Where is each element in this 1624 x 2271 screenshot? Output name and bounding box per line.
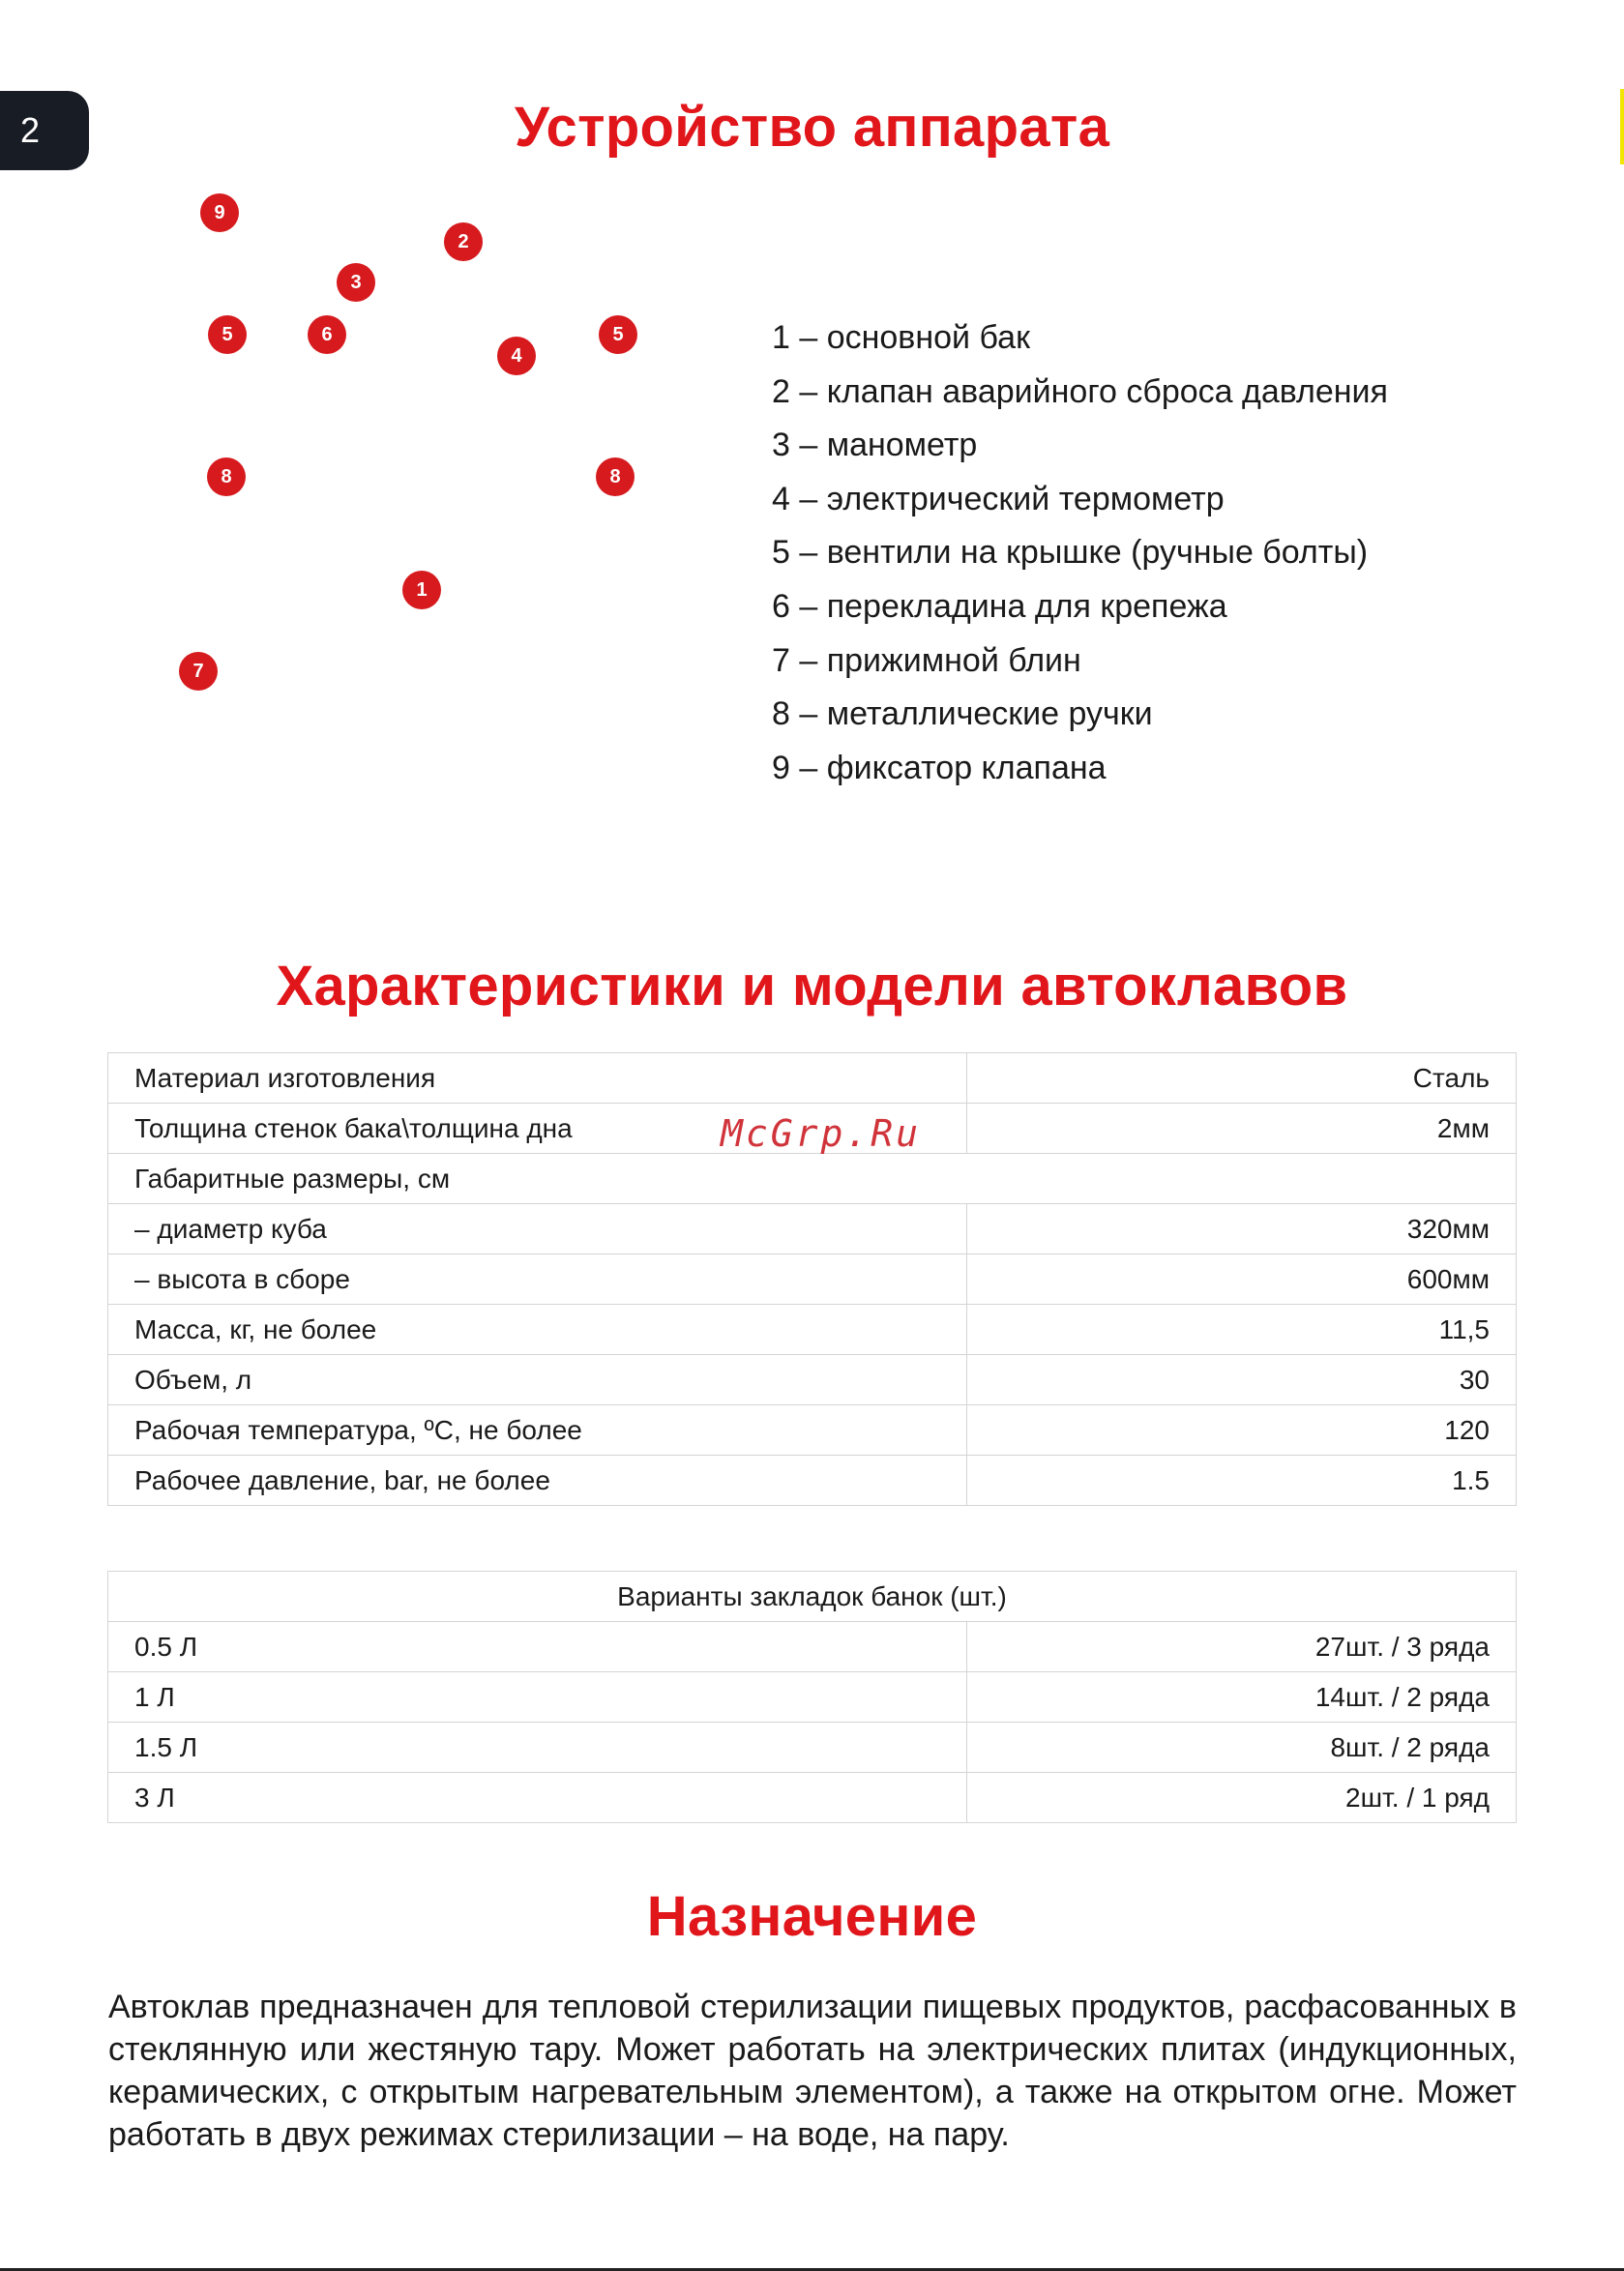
spec-value: 120 (967, 1405, 1517, 1456)
parts-legend-item: 1 – основной бак (772, 319, 1030, 356)
jar-count: 27шт. / 3 ряда (967, 1622, 1517, 1672)
table-row (108, 1405, 1517, 1456)
jars-table (107, 1571, 1517, 1823)
spec-value: 1.5 (967, 1456, 1517, 1506)
jar-size: 1 Л (108, 1672, 967, 1723)
table-row (108, 1305, 1517, 1355)
table-row (108, 1723, 1517, 1773)
part-marker-3: 3 (337, 263, 375, 302)
page-number-tab: 2 (0, 91, 89, 170)
part-marker-6: 6 (308, 315, 346, 354)
parts-legend-item: 8 – металлические ручки (772, 695, 1153, 733)
spec-value: 2мм (967, 1104, 1517, 1154)
table-header-row (108, 1572, 1517, 1622)
part-marker-4: 4 (497, 337, 536, 375)
table-row (108, 1204, 1517, 1254)
spec-value: Сталь (967, 1053, 1517, 1104)
jar-count: 8шт. / 2 ряда (967, 1723, 1517, 1773)
part-marker-5-left: 5 (208, 315, 247, 354)
device-section-title: Устройство аппарата (514, 96, 1110, 159)
purpose-section-title: Назначение (646, 1885, 978, 1948)
parts-legend-item: 5 – вентили на крышке (ручные болты) (772, 534, 1369, 572)
part-marker-5-right: 5 (599, 315, 637, 354)
spec-label: – диаметр куба (108, 1204, 967, 1254)
table-row (108, 1154, 1517, 1204)
autoclave-diagram (145, 184, 687, 725)
purpose-paragraph: Автоклав предназначен для тепловой стерилизации пищевых продуктов, расфасованных в стеклянную или жестяную тару. Может работать на электрических плитах (индукционных, керамических, с открытым нагревательным элементом), а также на открытом огне. Может работать в двух режимах стерилизации – на воде, на пару. (108, 1989, 1517, 2153)
spec-value: 320мм (967, 1204, 1517, 1254)
parts-legend-item: 6 – перекладина для крепежа (772, 587, 1227, 625)
spec-label: Материал изготовления (108, 1053, 967, 1104)
parts-legend-item: 9 – фиксатор клапана (772, 749, 1107, 786)
jar-size: 1.5 Л (108, 1723, 967, 1773)
jars-table-header: Варианты закладок банок (шт.) (108, 1572, 1517, 1622)
spec-value: 600мм (967, 1254, 1517, 1305)
part-marker-1: 1 (402, 571, 441, 609)
table-row (108, 1355, 1517, 1405)
spec-group-label: Габаритные размеры, см (108, 1154, 1517, 1204)
part-marker-8-left: 8 (207, 457, 246, 496)
table-row (108, 1254, 1517, 1305)
jar-count: 14шт. / 2 ряда (967, 1672, 1517, 1723)
spec-label: Масса, кг, не более (108, 1305, 967, 1355)
table-row (108, 1773, 1517, 1823)
part-marker-7: 7 (179, 652, 218, 691)
part-marker-9: 9 (200, 193, 239, 232)
table-row (108, 1622, 1517, 1672)
spec-value: 11,5 (967, 1305, 1517, 1355)
spec-label: – высота в сборе (108, 1254, 967, 1305)
jar-size: 3 Л (108, 1773, 967, 1823)
table-row (108, 1672, 1517, 1723)
jar-count: 2шт. / 1 ряд (967, 1773, 1517, 1823)
specs-section-title: Характеристики и модели автоклавов (276, 955, 1348, 1018)
spec-label: Рабочее давление, bar, не более (108, 1456, 967, 1506)
jar-size: 0.5 Л (108, 1622, 967, 1672)
part-marker-8-right: 8 (596, 457, 635, 496)
spec-value: 30 (967, 1355, 1517, 1405)
spec-label: Рабочая температура, ºС, не более (108, 1405, 967, 1456)
table-row (108, 1053, 1517, 1104)
spec-label: Толщина стенок бака\толщина дна (108, 1104, 967, 1154)
part-marker-2: 2 (444, 222, 483, 261)
table-row (108, 1456, 1517, 1506)
parts-legend-item: 4 – электрический термометр (772, 480, 1225, 517)
parts-legend-item: 2 – клапан аварийного сброса давления (772, 372, 1388, 410)
spec-label: Объем, л (108, 1355, 967, 1405)
parts-legend (772, 311, 1388, 795)
watermark: McGrp.Ru (721, 1112, 922, 1155)
parts-legend-item: 3 – манометр (772, 427, 978, 464)
parts-legend-item: 7 – прижимной блин (772, 641, 1081, 679)
